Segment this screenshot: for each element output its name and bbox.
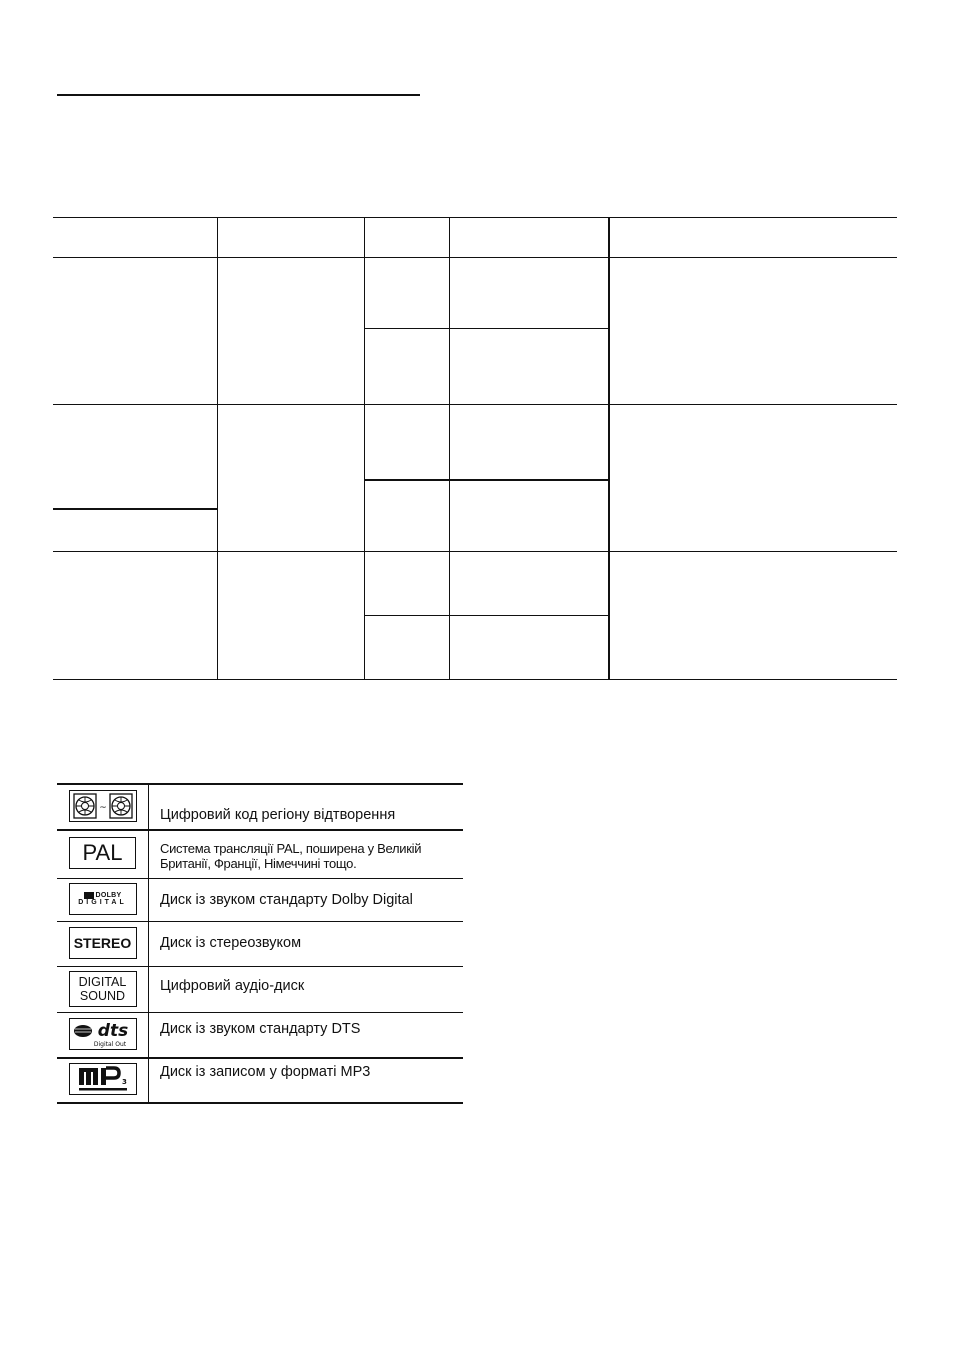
- legend-icon-cell: [57, 836, 148, 870]
- digital-sound-icon: [69, 971, 137, 1007]
- legend-icon-cell: [57, 1017, 148, 1051]
- table-row-divider: [364, 479, 609, 481]
- dolby-digital-icon: [69, 883, 137, 915]
- table-bottom-border: [53, 679, 897, 680]
- table-column-divider: [217, 217, 218, 680]
- stereo-icon: STEREO: [69, 927, 137, 959]
- table-row-border: [53, 551, 897, 552]
- table-column-divider: [449, 217, 450, 680]
- table-column-divider: [364, 217, 365, 680]
- legend-text: Диск із стереозвуком: [160, 935, 302, 951]
- dts-badge-label: dts: [97, 1021, 128, 1041]
- legend-icon-cell: [57, 970, 148, 1008]
- digital-badge-label: DIGITAL: [78, 899, 127, 906]
- table-row-divider: [53, 508, 218, 510]
- table-row-divider: [364, 328, 609, 329]
- legend-icon-cell: [57, 882, 148, 916]
- dolby-badge-label: DOLBY: [95, 892, 122, 899]
- dts-digital-out-label: Digital Out: [93, 1041, 126, 1048]
- legend-text: Система трансляції PAL, поширена у Великій Британії, Франції, Німеччині тощо.: [160, 841, 422, 871]
- table-top-border: [53, 217, 897, 218]
- legend-icon-cell: [57, 926, 148, 960]
- title-underline: [57, 94, 420, 96]
- legend-text: Диск із звуком стандарту Dolby Digital: [160, 892, 413, 908]
- dts-icon: [69, 1018, 137, 1050]
- table-row-divider: [364, 615, 609, 616]
- table-column-divider: [608, 217, 610, 680]
- table-row-border: [53, 404, 897, 405]
- digital-sound-bottom-label: SOUND: [79, 989, 126, 1003]
- svg-text:~: ~: [98, 803, 107, 813]
- legend-text: Диск із записом у форматі MP3: [160, 1064, 371, 1080]
- pal-icon: PAL: [69, 837, 136, 869]
- digital-sound-top-label: DIGITAL: [78, 975, 127, 989]
- double-d-icon: [84, 892, 94, 899]
- legend-icon-cell: [57, 1062, 148, 1096]
- svg-text:3: 3: [121, 1078, 127, 1086]
- legend-icon-cell: [57, 790, 148, 822]
- mp3-icon: [69, 1063, 137, 1095]
- table-header-border: [53, 257, 897, 258]
- region-code-icon: [69, 790, 137, 822]
- legend-text: Цифровий аудіо-диск: [160, 978, 305, 994]
- legend-bottom-border: [57, 1102, 463, 1104]
- legend-text: Цифровий код регіону відтворення: [160, 807, 396, 823]
- disc-logo-legend: [57, 783, 463, 1104]
- legend-text: Диск із звуком стандарту DTS: [160, 1021, 361, 1037]
